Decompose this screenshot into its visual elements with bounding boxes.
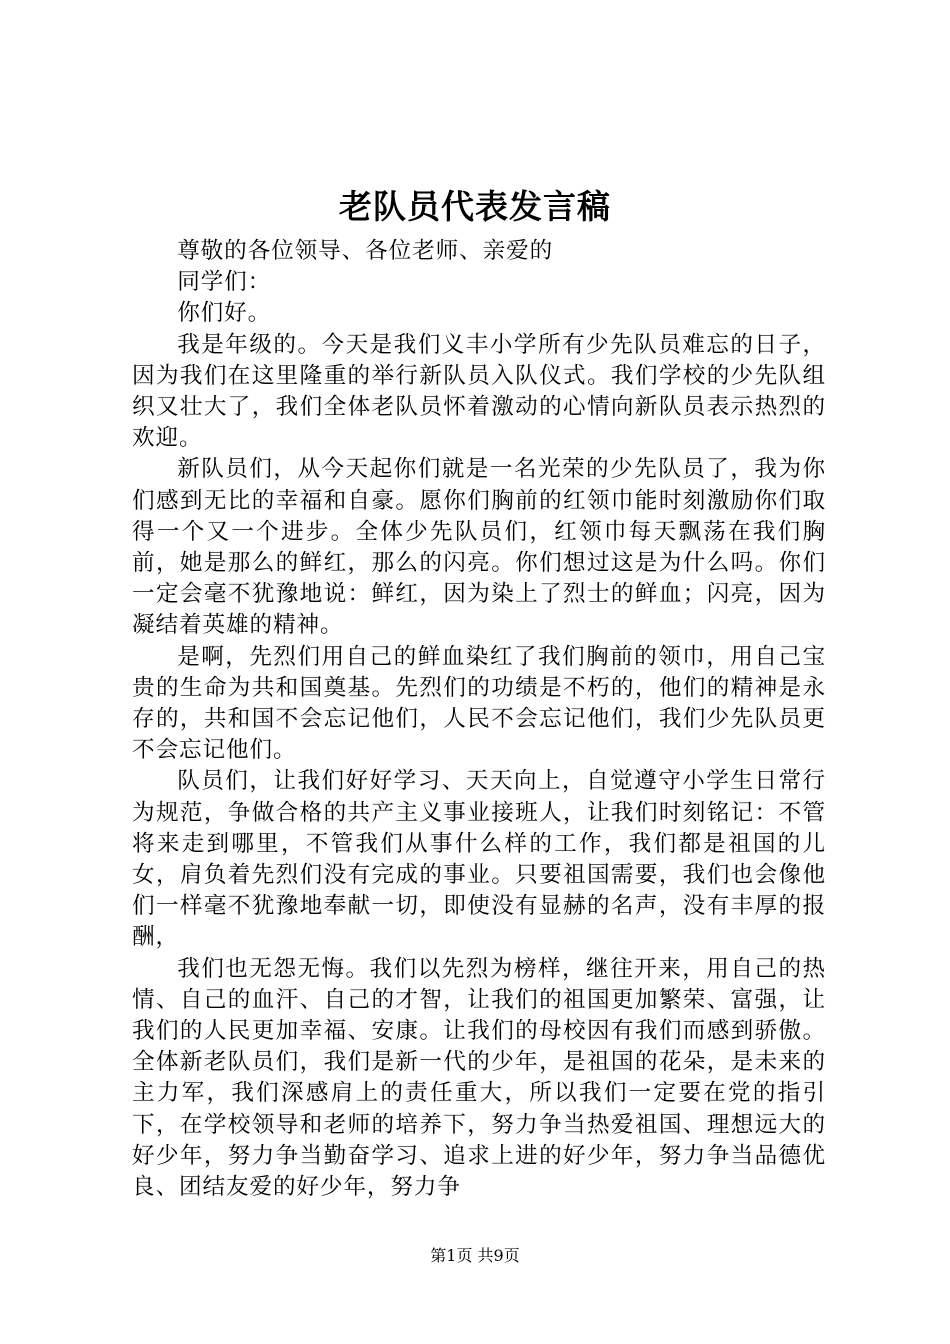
page-number-footer: 第1页 共9页 [430, 1246, 520, 1265]
body-paragraph-4: 队员们，让我们好好学习、天天向上，自觉遵守小学生日常行为规范，争做合格的共产主义事业接班人，让我们时刻铭记：不管将来走到哪里，不管我们从事什么样的工作，我们都是祖国的儿女，肩负着先烈们没有完成的事业。只要祖国需要，我们也会像他们一样毫不犹豫地奉献一切，即使没有显赫的名声，没有丰厚的报酬， [132, 768, 826, 951]
document-title: 老队员代表发言稿 [339, 187, 611, 226]
salutation-line-2: 同学们： [177, 269, 272, 296]
greeting-paragraph: 你们好。 [177, 300, 272, 327]
body-paragraph-3: 是啊，先烈们用自己的鲜血染红了我们胸前的领巾，用自己宝贵的生命为共和国奠基。先烈们的功绩是不朽的，他们的精神是永存的，共和国不会忘记他们，人民不会忘记他们，我们少先队员更不会忘记他们。 [132, 643, 826, 764]
document-body [132, 236, 826, 1203]
body-paragraph-2: 新队员们，从今天起你们就是一名光荣的少先队员了，我为你们感到无比的幸福和自豪。愿你们胸前的红领巾能时刻激励你们取得一个又一个进步。全体少先队员们，红领巾每天飘荡在我们胸前，她是那么的鲜红，那么的闪亮。你们想过这是为什么吗。你们一定会毫不犹豫地说：鲜红，因为染上了烈士的鲜血；闪亮，因为凝结着英雄的精神。 [132, 456, 826, 639]
body-paragraph-5: 我们也无怨无悔。我们以先烈为榜样，继往开来，用自己的热情、自己的血汗、自己的才智，让我们的祖国更加繁荣、富强，让我们的人民更加幸福、安康。让我们的母校因有我们而感到骄傲。全体新老队员们，我们是新一代的少年，是祖国的花朵，是未来的主力军，我们深感肩上的责任重大，所以我们一定要在党的指引下，在学校领导和老师的培养下，努力争当热爱祖国、理想远大的好少年，努力争当勤奋学习、追求上进的好少年，努力争当品德优良、团结友爱的好少年，努力争 [132, 955, 826, 1201]
body-paragraph-1: 我是年级的。今天是我们义丰小学所有少先队员难忘的日子，因为我们在这里隆重的举行新队员入队仪式。我们学校的少先队组织又壮大了，我们全体老队员怀着激动的心情向新队员表示热烈的欢迎。 [132, 331, 826, 452]
salutation-line-1: 尊敬的各位领导、各位老师、亲爱的 [177, 238, 554, 264]
